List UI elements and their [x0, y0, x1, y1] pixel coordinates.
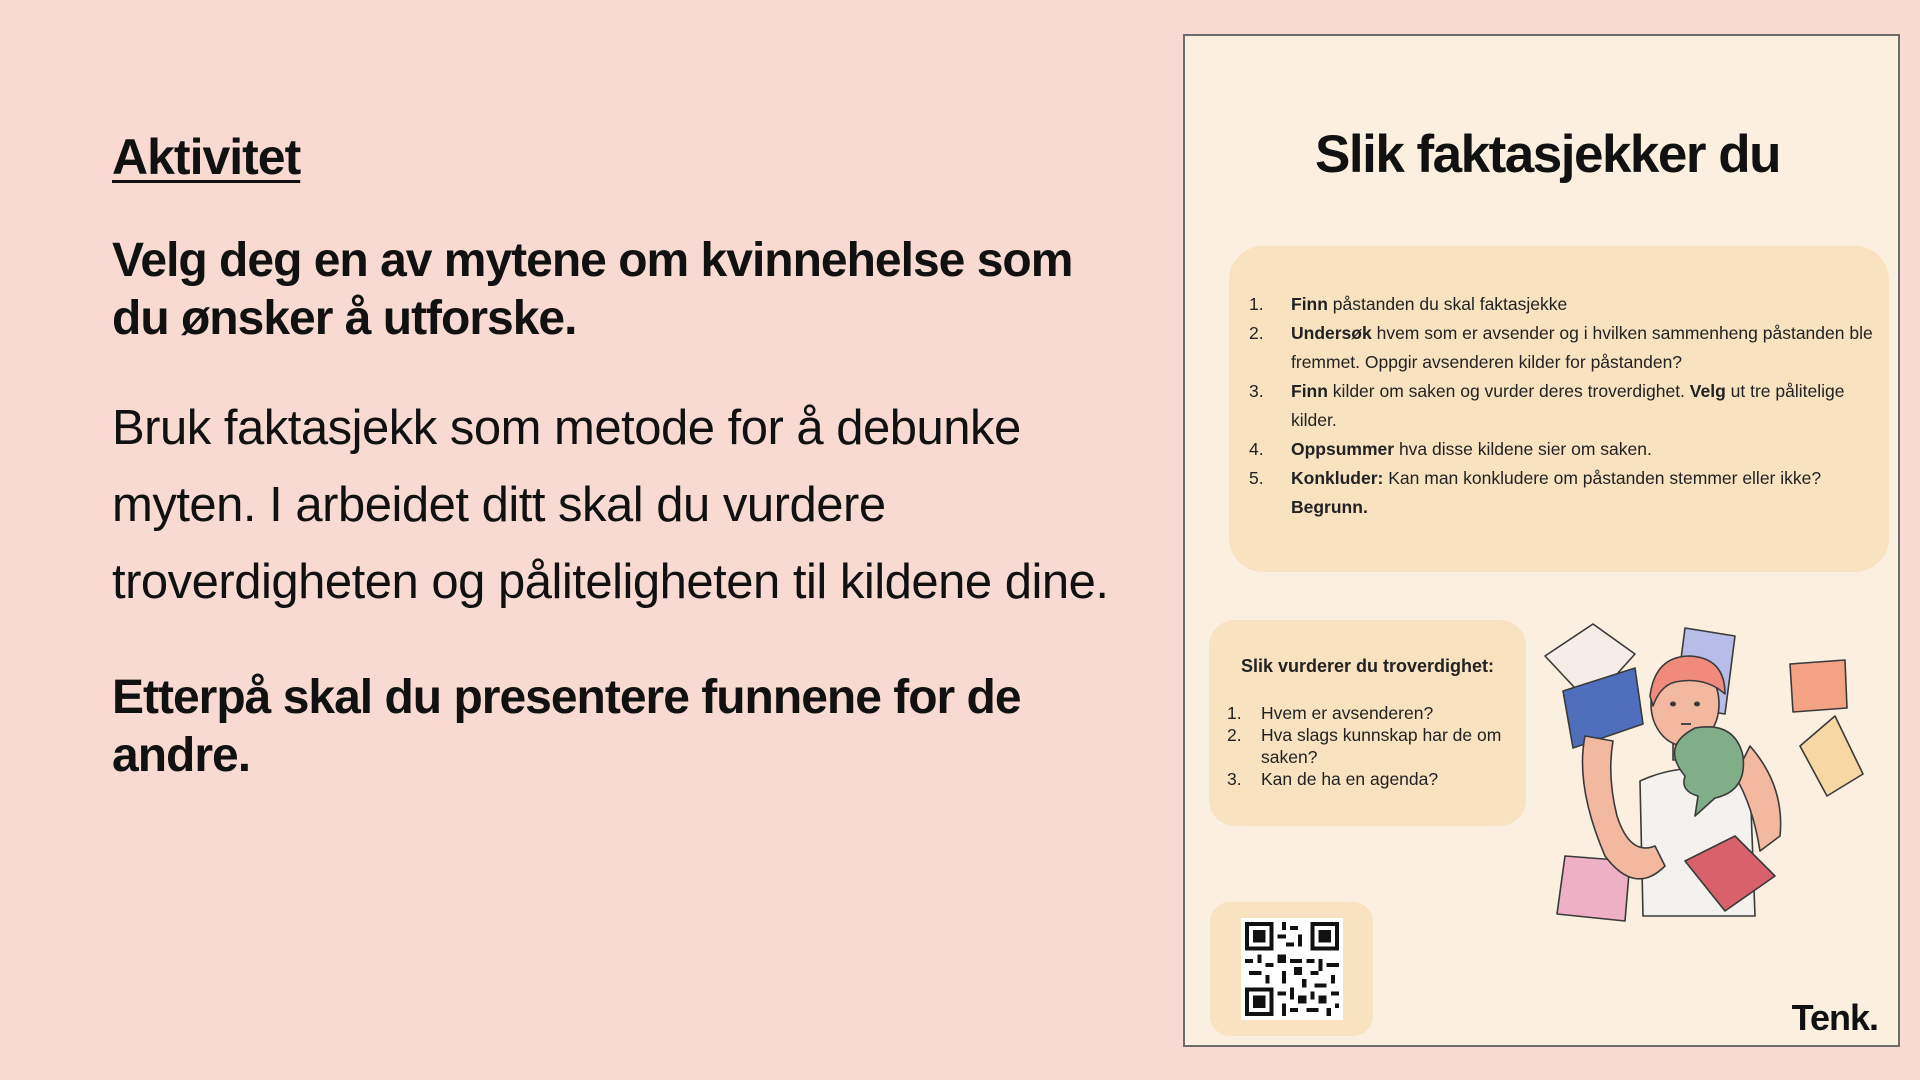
credibility-box [1209, 620, 1526, 826]
task-body: Bruk faktasjekk som metode for å debunke myten. I arbeidet ditt skal du vurdere troverdigheten og påliteligheten til kildene dine. [112, 401, 1109, 609]
task-lead: Velg deg en av mytene om kvinnehelse som du ønsker å utforske. [112, 234, 1073, 345]
activity-heading: Aktivitet [112, 129, 301, 185]
step-item: 4. Oppsummer hva disse kildene sier om saken. [1249, 439, 1652, 459]
step-item: 3. Finn kilder om saken og vurder deres troverdighet. Velg ut tre pålitelige kilder. [1249, 381, 1845, 430]
credibility-list [1227, 702, 1517, 790]
person-with-papers-illustration [1535, 616, 1865, 936]
poster-title: Slik faktasjekker du [1315, 125, 1780, 184]
task-closing: Etterpå skal du presentere funnene for de andre. [112, 671, 1021, 782]
step-item: 1. Finn påstanden du skal faktasjekke [1249, 294, 1568, 314]
credibility-item: 3. Kan de ha en agenda? [1227, 769, 1439, 789]
step-item: 2. Undersøk hvem som er avsender og i hvilken sammenheng påstanden ble fremmet. Oppgir avsenderen kilder for påstanden? [1249, 323, 1873, 372]
qr-code [1241, 918, 1343, 1020]
qr-box [1210, 902, 1373, 1036]
steps-box [1229, 246, 1889, 572]
tenk-logo: Tenk. [1791, 997, 1878, 1038]
credibility-item: 1. Hvem er avsenderen? [1227, 703, 1434, 723]
slide-text [112, 128, 1132, 785]
factcheck-poster [1183, 34, 1900, 1047]
step-item: 5. Konkluder: Kan man konkludere om påstanden stemmer eller ikke? Begrunn. [1249, 468, 1822, 517]
credibility-item: 2. Hva slags kunnskap har de om saken? [1227, 725, 1502, 767]
credibility-title: Slik vurderer du troverdighet: [1240, 656, 1495, 676]
steps-list [1249, 290, 1879, 522]
